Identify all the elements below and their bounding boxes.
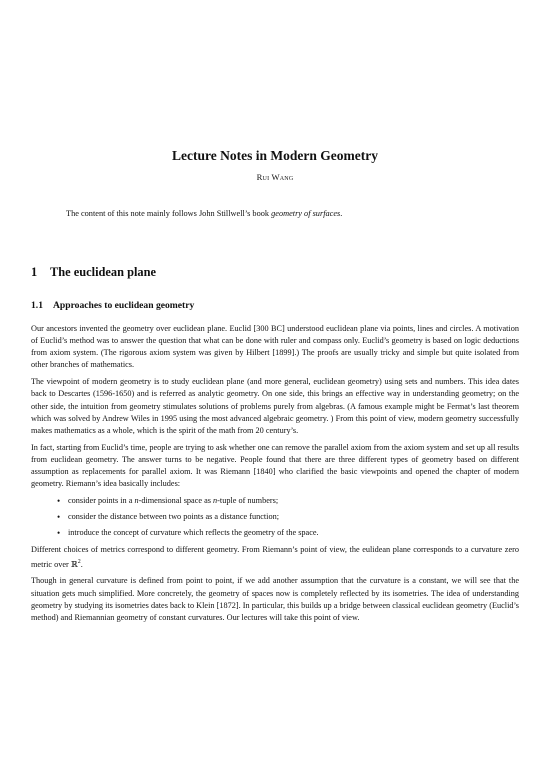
section-heading: [31, 265, 156, 280]
paragraph-5: Though in general curvature is defined from point to point, if we add another assumption that the curvature is a constant, we will see that the situation gets much simplified. More concretely, the geometry of spaces now is completely reflected by its isometries. The idea of understanding geometry by studying its isometries dates back to Klein [1872]. In particular, this builds up a bridge between classical euclidean geometry (Euclid’s method) and Riemannian geometry of constant curvatures. Our lectures will take this point of view.: [31, 576, 519, 622]
section-title: The euclidean plane: [50, 265, 157, 279]
paragraph-3: In fact, starting from Euclid’s time, people are trying to ask whether one can remove the parallel axiom from the axiom system and set up all results from euclidean geometry. The answer turns to be negative. People found that there are three different types of geometry based on different assumption as replacements for parallel axiom. It was Riemann [1840] who clarified the basic viewpoints and opened the chapter of modern geometry. Riemann’s idea basically includes:: [31, 442, 519, 489]
abstract-text-end: .: [340, 209, 343, 218]
abstract: [66, 208, 486, 219]
paper-author: Rui Wang: [256, 172, 294, 182]
list-item: • introduce the concept of curvature which reflects the geometry of the space.: [31, 527, 519, 539]
paragraph-1: Our ancestors invented the geometry over euclidean plane. Euclid [300 BC] understood euclidean plane via points, lines and circles. A motivation of Euclid’s method was to answer the question that what can be done with ruler and compass only. Euclid’s geometry is based on logic deductions from axiom system. (The rigorous axiom system was given by Hilbert [1899].) The proofs are usually tricky and simple but quite isolated from other branches of mathematics.: [31, 324, 519, 370]
subsection-title: Approaches to euclidean geometry: [53, 300, 195, 311]
subsection-number: 1.1: [31, 300, 43, 311]
body-text: [31, 323, 519, 629]
math-R: ℝ: [70, 559, 78, 569]
math-var-n: n: [213, 496, 218, 506]
abstract-text: The content of this note mainly follows John Stillwell’s book: [66, 209, 272, 218]
paper-title: Lecture Notes in Modern Geometry: [172, 148, 378, 163]
paragraph-4: Different choices of metrics correspond to different geometry. From Riemann’s point of view, the eulidean plane corresponds to a curvature zero metric over ℝ$^2$.: [31, 544, 519, 569]
section-number: 1: [31, 265, 38, 279]
subsection-heading: [31, 300, 194, 311]
math-exponent: 2: [77, 558, 81, 565]
paragraph-2: The viewpoint of modern geometry is to study euclidean plane (and more general, euclidean geometry) using sets and numbers. This idea dates back to Descartes (1596-1650) and is referred as analytic geometry. On one side, this brings an effective way in understanding geometry; on the other side, the intuition from geometry stimulates solutions of problems purely from algebras. (A famous example might be Fermat’s last theorem which was solved by Andrew Wiles in 1995 using the most advanced algebraic geometry. ) From this point of view, modern geometry successfully makes mathematics as a whole, which is the spirit of the math from 20 century’s.: [31, 377, 519, 435]
abstract-book-title: geometry of surfaces: [271, 209, 341, 218]
list-item: • consider the distance between two points as a distance function;: [31, 511, 519, 523]
riemann-idea-list: [31, 495, 519, 539]
math-var-n: n: [134, 496, 139, 506]
list-item: • consider points in a n-dimensional space as n-tuple of numbers;: [31, 495, 519, 507]
